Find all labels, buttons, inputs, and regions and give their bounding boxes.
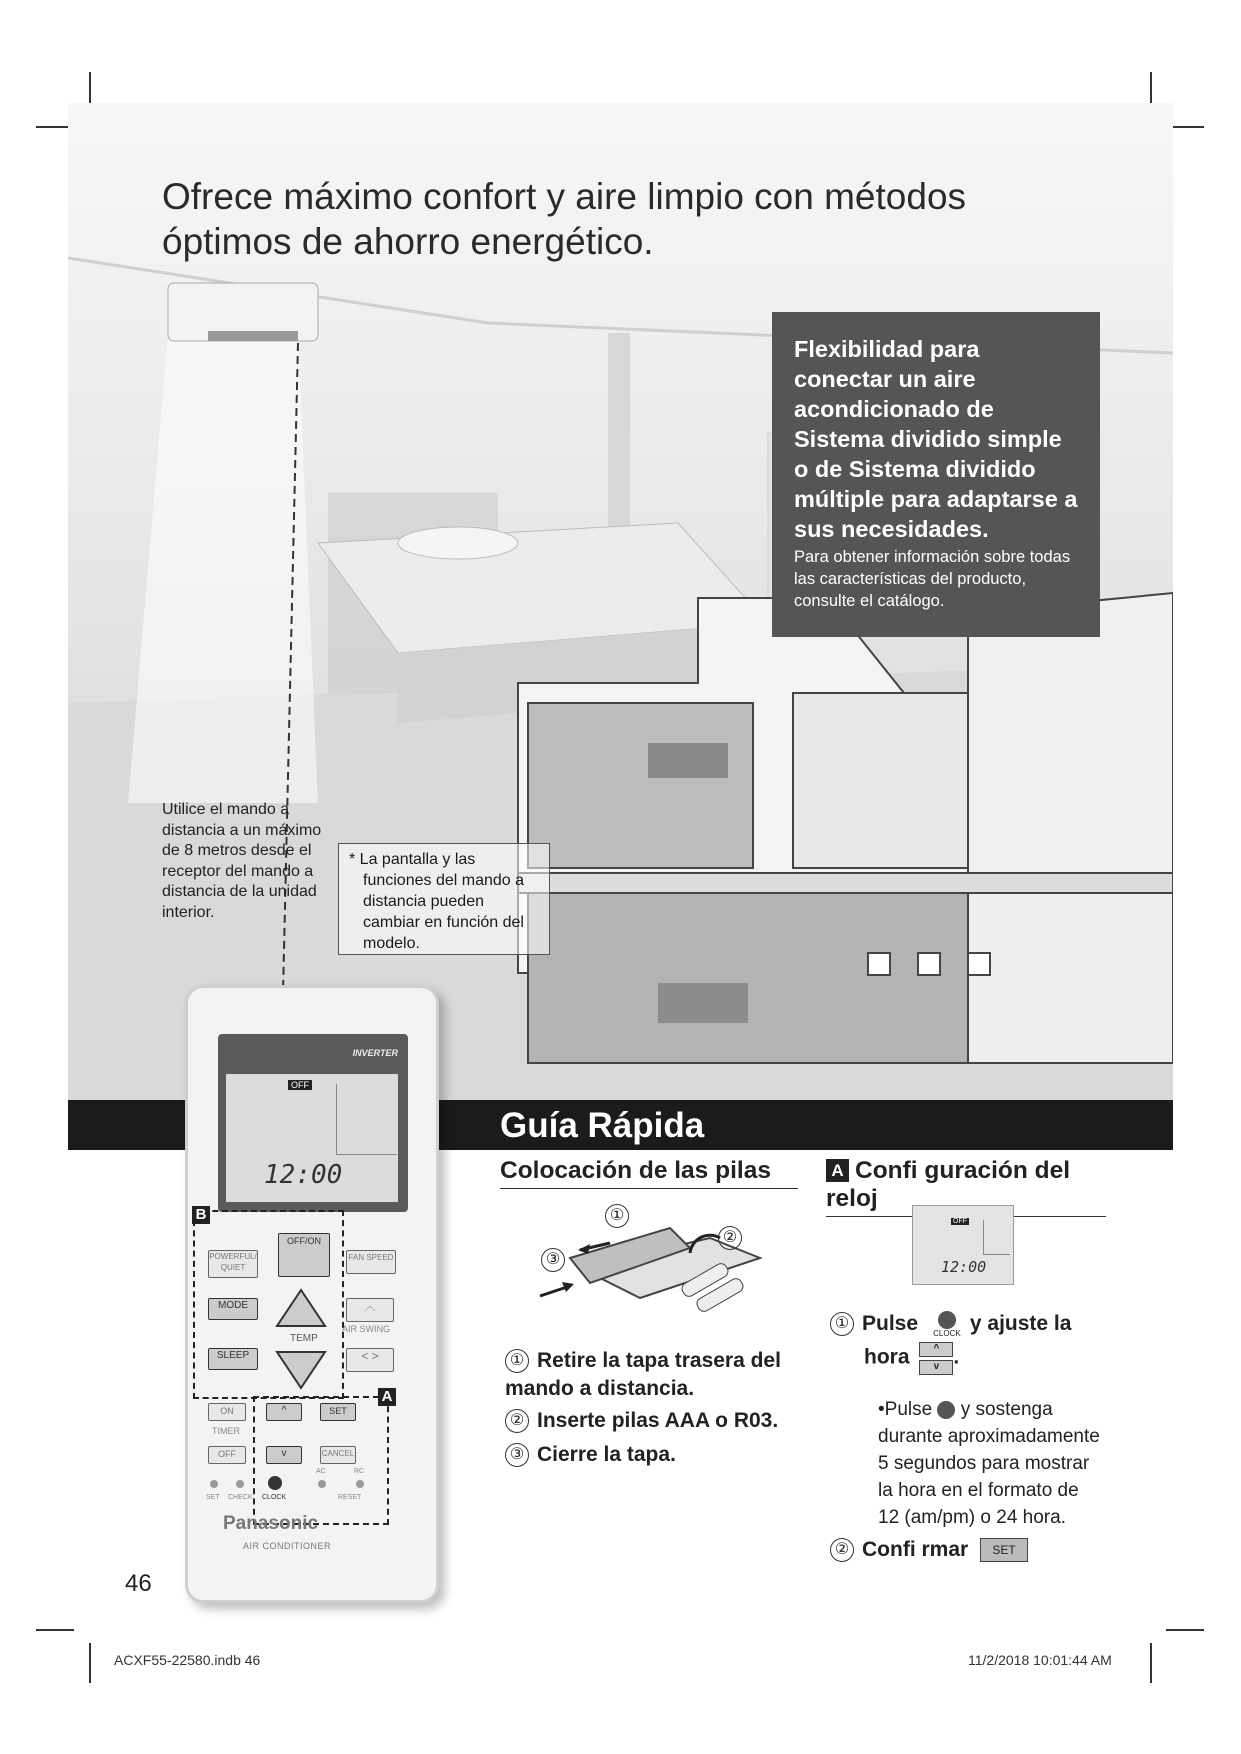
powerful-quiet-button[interactable]: POWERFUL/ QUIET — [208, 1250, 258, 1278]
clock-button[interactable] — [268, 1476, 282, 1490]
display-disclaimer-note: * La pantalla y las funciones del mando a distancia pueden cambiar en función del modelo. — [338, 843, 550, 955]
batteries-heading: Colocación de las pilas — [500, 1157, 798, 1189]
battery-step-1: ① Retire la tapa trasera del mando a distancia. — [505, 1349, 781, 1400]
brand-logo: Panasonic — [223, 1513, 319, 1534]
timer-on-button[interactable]: ON — [208, 1403, 246, 1421]
rc-label: RC — [354, 1468, 365, 1475]
set-button-icon: SET — [980, 1538, 1028, 1562]
fan-speed-button[interactable]: FAN SPEED — [346, 1250, 396, 1274]
clock-lcd-illustration — [912, 1205, 1014, 1285]
air-swing-side-button[interactable]: < > — [346, 1348, 394, 1372]
clock-section-letter: A — [826, 1159, 849, 1182]
clock-step-1: ① Pulse CLOCK y ajuste la — [830, 1310, 1120, 1338]
remote-lcd — [226, 1074, 398, 1202]
inverter-logo: INVERTER — [352, 1048, 398, 1058]
feature-box-title: Flexibilidad para conectar un aire acondicionado de Sistema dividido simple o de Sistema dividido múltiple para adaptarse a sus necesidades. — [794, 336, 1078, 542]
clock-heading: A Confi guración del reloj — [826, 1157, 1106, 1217]
remote-control-illustration — [185, 985, 439, 1603]
check-dot[interactable] — [236, 1480, 244, 1488]
lcd-off-indicator: OFF — [288, 1080, 312, 1090]
time-up-button[interactable]: ^ — [266, 1403, 302, 1421]
clock-lcd-off: OFF — [953, 1218, 967, 1225]
off-on-button[interactable]: OFF/ON — [278, 1233, 330, 1277]
rc-reset-dot[interactable] — [356, 1480, 364, 1488]
cancel-button[interactable]: CANCEL — [320, 1446, 356, 1464]
footer-timestamp: 11/2/2018 10:01:44 AM — [968, 1652, 1112, 1668]
feature-box-note: Para obtener información sobre todas las características del producto, consulte el catálogo. — [794, 548, 1071, 610]
battery-step-2: ② Inserte pilas AAA o R03. — [505, 1407, 825, 1435]
lcd-grid — [336, 1084, 397, 1155]
remote-distance-note: Utilice el mando a distancia a un máximo de 8 metros desde el receptor del mando a distancia de la unidad interior. — [162, 801, 322, 921]
set-small-label: SET — [206, 1494, 220, 1501]
crop-mark — [1166, 1629, 1204, 1631]
timer-off-button[interactable]: OFF — [208, 1446, 246, 1464]
crop-mark — [1150, 1643, 1152, 1683]
clock-lcd-grid — [983, 1220, 1010, 1255]
clock-button-icon: CLOCK — [924, 1311, 970, 1338]
battery-callout-2: ② — [718, 1226, 750, 1250]
temp-label: TEMP — [290, 1333, 318, 1344]
page-headline: Ofrece máximo confort y aire limpio con métodos óptimos de ahorro energético. — [162, 176, 967, 262]
clock-hold-note: •Pulse y sostenga durante aproximadamente 5 segundos para mostrar la hora en el formato de 12 (am/pm) o 24 hora. — [878, 1399, 1100, 1528]
page-number: 46 — [125, 1570, 152, 1597]
clock-hold-icon — [937, 1401, 955, 1419]
temp-down-icon[interactable] — [273, 1348, 329, 1392]
check-label: CHECK — [228, 1494, 253, 1501]
feature-box — [772, 312, 1100, 637]
timer-label: TIMER — [212, 1426, 240, 1436]
battery-callout-1: ① — [605, 1204, 637, 1228]
section-a-label: A — [378, 1388, 396, 1406]
quick-guide-title: Guía Rápida — [500, 1106, 705, 1145]
remote-display-frame — [218, 1034, 408, 1212]
sleep-button[interactable]: SLEEP — [208, 1348, 258, 1370]
clock-step-2: ② Confi rmar SET — [830, 1536, 1110, 1564]
set-reset-dot[interactable] — [210, 1480, 218, 1488]
air-swing-label: AIR SWING — [342, 1324, 391, 1334]
up-down-buttons-icon: ^ v — [919, 1342, 953, 1374]
crop-mark — [36, 1629, 74, 1631]
crop-mark — [89, 1643, 91, 1683]
air-swing-up-button[interactable]: ︿ — [346, 1298, 394, 1322]
battery-step-3: ③ Cierre la tapa. — [505, 1441, 805, 1469]
ac-reset-dot[interactable] — [318, 1480, 326, 1488]
time-down-button[interactable]: v — [266, 1446, 302, 1464]
brand-subtitle: AIR CONDITIONER — [243, 1541, 332, 1551]
clock-label: CLOCK — [262, 1494, 287, 1501]
clock-step-1-line2: hora ^ v . — [864, 1342, 959, 1374]
footer-file-info: ACXF55-22580.indb 46 — [114, 1652, 261, 1668]
temp-up-icon[interactable] — [273, 1286, 329, 1330]
mode-button[interactable]: MODE — [208, 1298, 258, 1320]
reset-label: RESET — [338, 1494, 362, 1501]
ac-label: AC — [316, 1468, 326, 1475]
battery-callout-3: ③ — [541, 1248, 573, 1272]
lcd-time: 12:00 — [264, 1160, 343, 1190]
section-b-label: B — [192, 1206, 210, 1224]
clock-lcd-time: 12:00 — [941, 1258, 987, 1276]
set-button[interactable]: SET — [320, 1403, 356, 1421]
